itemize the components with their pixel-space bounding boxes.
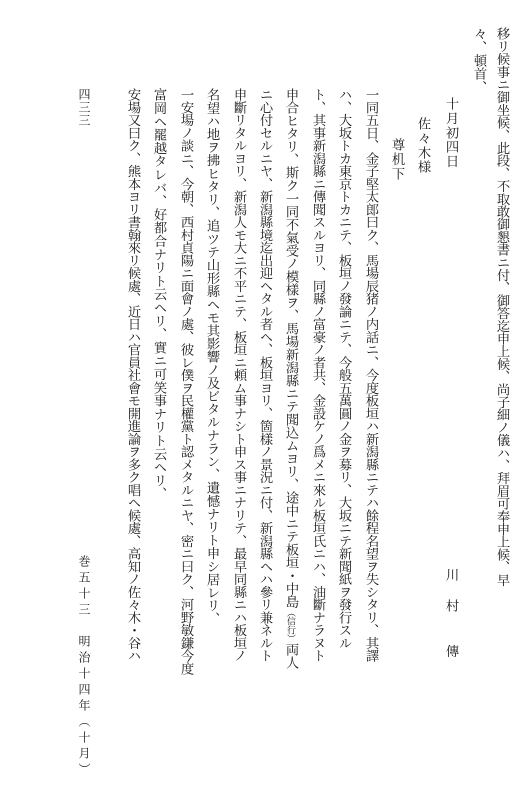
text-column-2: 々、頓首、 [471,27,486,94]
text-column-7: ハ、大坂トカ東京トカニテ、板垣ノ發論ニテ、今般五萬圓ノ金ヲ募リ、大坂ニテ新聞紙ヲ發行スル [336,88,351,649]
text-column-8: ト、其事新潟縣ニ傳聞スルヨリ、同縣ノ富豪ノ者共、金設ケノ爲メニ來ル板垣氏ニハ、油斷ナラヌト [310,88,325,662]
text-column-12: 名望ハ地ヲ拂ヒタリ、追ツテ山形縣ヘモ其影響ノ及ビタルナラン、遺憾ナリト申シ居レリ、 [204,88,219,626]
text-column-10: ニ心付セルニヤ、新潟縣境迄出迎ヘタル者ヘ、板垣ヨリ、箇樣ノ景況ニ付、新潟縣ヘハ參リ兼ネルト [257,88,272,662]
salutation: 尊机下 [389,138,404,181]
text-column-9-main: 申合ヒタリ、斯ク一同不氣受ノ模樣ヲ、馬場新潟縣ニテ聞込ムヨリ、途中ニテ板垣・中島 [283,88,298,608]
text-column-1: 移リ候事ニ御坐候、此段、不取敢御懇書ニ付、御答迄申上候、尚子細ノ儀ハ、拜眉可奉申上候、早 [494,27,509,586]
addressee: 佐々木様 [415,117,430,175]
text-column-15: 安場又曰ク、熊本ヨリ書翰來リ候處、近日ハ官員社會モ開進論ヲ多ク唱ヘ候處、高知ノ佐々木・谷ハ [125,88,140,662]
text-column-6: 一同五日、金子堅太郎曰ク、馬場辰猪ノ内話ニ、今度板垣ハ新潟縣ニテハ餘程名望ヲ失シタリ、其譯 [363,88,378,662]
sender-name: 川 村 傳 [443,568,458,660]
running-title: 巻五十三 明治十四年（十月） [77,555,91,779]
text-column-9 [284,88,297,669]
text-column-14: 富岡ヘ罷越タレバ、好都合ナリト云ヘリ、實ニ可笑事ナリト云ヘリ、 [151,88,166,501]
date-line: 十月初四日 [443,97,458,169]
text-column-13: 一安場ノ談ニ、今朝、西村貞陽ニ面會ノ處、彼レ僕ヲ民權黨ト認メタルニヤ、密ニ曰ク、河野敏鎌今度 [178,88,193,675]
page-number: 四三三 [77,88,91,127]
annotation-note: （信行） [285,608,295,643]
text-column-11: 申斷リタルヨリ、新潟人モ大ニ不平ニテ、板垣ニ頼ム事ナシト申ス事ニナリテ、最早同縣ニハ板垣ノ [231,88,246,662]
text-column-9-end: 両人 [283,642,298,669]
